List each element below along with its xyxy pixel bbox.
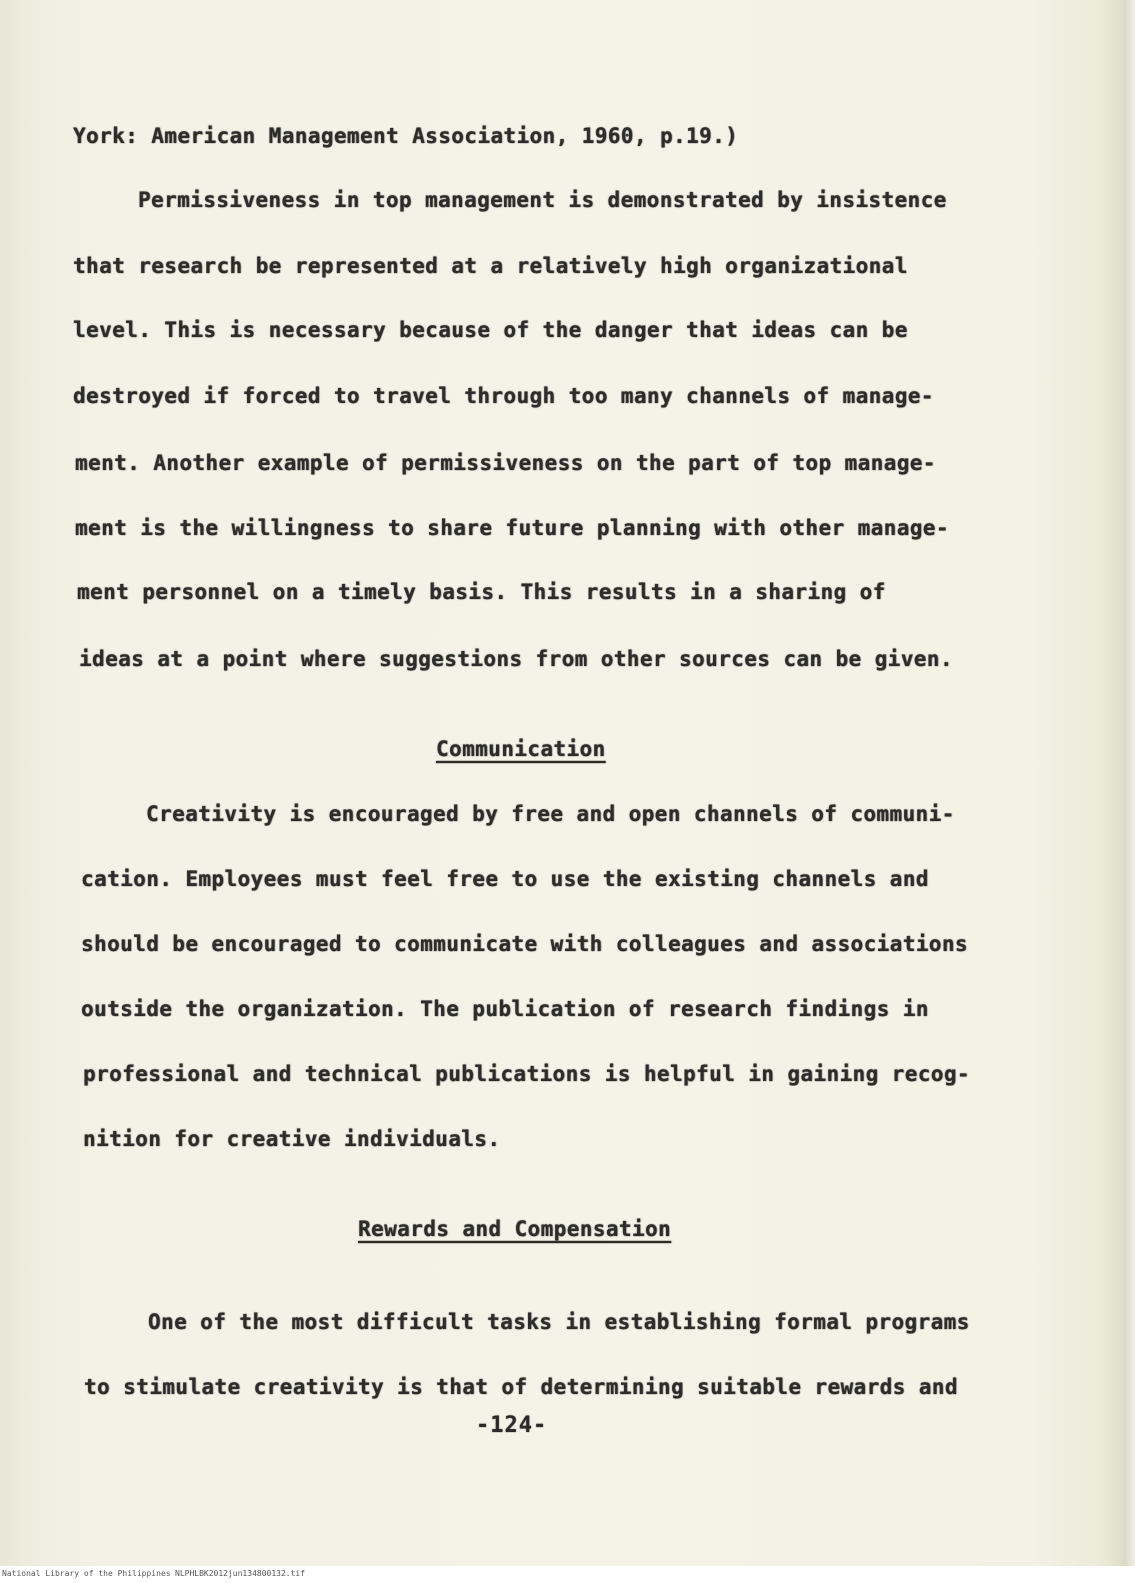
text-line: ment is the willingness to share future planning with other manage- — [75, 516, 949, 540]
text-line: professional and technical publications is helpful in gaining recog- — [83, 1062, 970, 1086]
text-line: York: American Management Association, 1960, p.19.) — [73, 124, 739, 148]
text-line: Creativity is encouraged by free and open channels of communi- — [146, 802, 955, 826]
scan-edge — [1124, 0, 1135, 1566]
text-line: should be encouraged to communicate with colleagues and associations — [81, 932, 968, 956]
text-line: Permissiveness in top management is demonstrated by insistence — [138, 188, 947, 212]
footer-filename: NLPHLBK2012jun134800132.tif — [175, 1569, 306, 1578]
section-heading-rewards: Rewards and Compensation — [358, 1217, 672, 1241]
section-heading-communication: Communication — [436, 737, 606, 761]
text-line: One of the most difficult tasks in establishing formal programs — [148, 1310, 970, 1334]
text-line: nition for creative individuals. — [83, 1127, 501, 1151]
page-number: -124- — [476, 1413, 548, 1438]
text-line: outside the organization. The publication of research findings in — [81, 997, 929, 1021]
text-line: to stimulate creativity is that of determining suitable rewards and — [84, 1375, 958, 1399]
text-line: cation. Employees must feel free to use the existing channels and — [81, 867, 929, 891]
text-line: ment. Another example of permissiveness on the part of top manage- — [75, 451, 936, 475]
text-line: that research be represented at a relatively high organizational — [73, 254, 908, 278]
text-line: destroyed if forced to travel through too many channels of manage- — [73, 384, 934, 408]
text-line: ideas at a point where suggestions from other sources can be given. — [79, 647, 953, 671]
footer-library-label: National Library of the Philippines — [2, 1569, 171, 1578]
text-line: level. This is necessary because of the danger that ideas can be — [73, 318, 908, 342]
text-line: ment personnel on a timely basis. This results in a sharing of — [77, 580, 886, 604]
